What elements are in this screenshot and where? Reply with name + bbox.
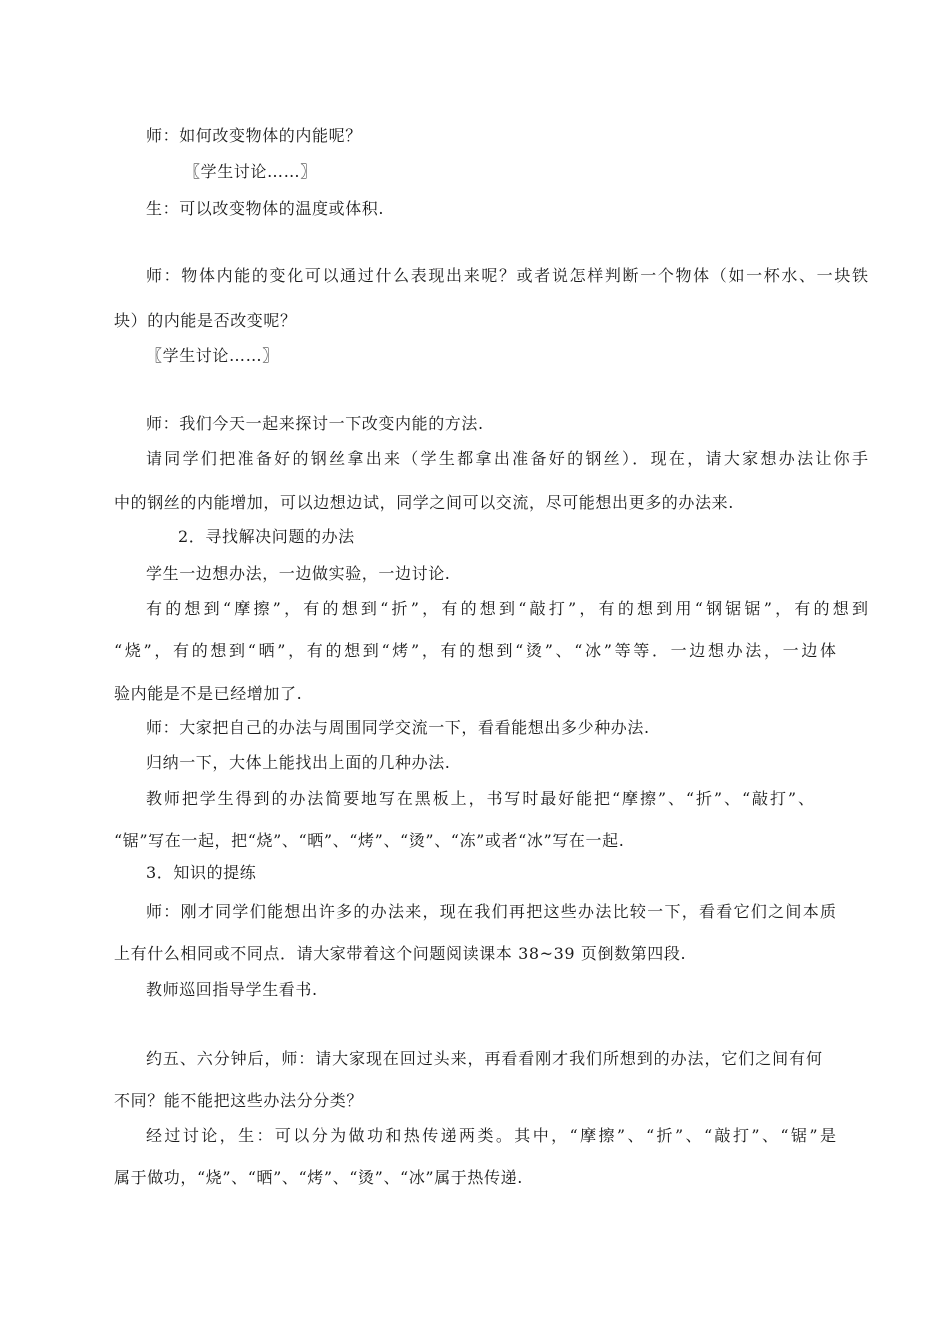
- text-line: 学生一边想办法，一边做实验，一边讨论.: [146, 564, 451, 583]
- text-line: 师：如何改变物体的内能呢？: [146, 126, 362, 145]
- text-line: 约五、六分钟后，师：请大家现在回过头来，再看看刚才我们所想到的办法，它们之间有何: [146, 1049, 822, 1068]
- text-line: 经过讨论，生：可以分为做功和热传递两类。其中，“摩擦”、“折”、“敲打”、“锯”是: [146, 1126, 836, 1145]
- text-line: 师：物体内能的变化可以通过什么表现出来呢？或者说怎样判断一个物体（如一杯水、一块铁: [146, 266, 868, 285]
- text-line: 师：我们今天一起来探讨一下改变内能的方法.: [146, 414, 484, 433]
- text-line: 验内能是不是已经增加了.: [114, 684, 303, 703]
- text-line: “烧”，有的想到“晒”，有的想到“烤”，有的想到“烫”、“冰”等等．一边想办法，一边体: [114, 641, 836, 660]
- section-heading: 3．知识的提练: [146, 863, 257, 882]
- text-line: 中的钢丝的内能增加，可以边想边试，同学之间可以交流，尽可能想出更多的办法来.: [114, 493, 734, 512]
- text-line: 请同学们把准备好的钢丝拿出来（学生都拿出准备好的钢丝）．现在，请大家想办法让你手: [146, 449, 868, 468]
- text-line: 不同？能不能把这些办法分分类？: [114, 1091, 364, 1110]
- text-line: 〖学生讨论……〗: [146, 346, 279, 365]
- text-line: 生：可以改变物体的温度或体积.: [146, 199, 385, 218]
- text-line: 有的想到“摩擦”，有的想到“折”，有的想到“敲打”，有的想到用“钢锯锯”，有的想到: [146, 599, 868, 618]
- text-line: 教师把学生得到的办法简要地写在黑板上，书写时最好能把“摩擦”、“折”、“敲打”、: [146, 789, 814, 808]
- text-line: 〖学生讨论……〗: [184, 162, 317, 181]
- text-line: 教师巡回指导学生看书.: [146, 980, 318, 999]
- text-line: 师：刚才同学们能想出许多的办法来，现在我们再把这些办法比较一下，看看它们之间本质: [146, 902, 836, 921]
- text-line: 归纳一下，大体上能找出上面的几种办法.: [146, 753, 451, 772]
- text-line: 上有什么相同或不同点．请大家带着这个问题阅读课本 38~39 页倒数第四段.: [114, 944, 687, 963]
- section-heading: 2．寻找解决问题的办法: [178, 527, 355, 546]
- text-line: 块）的内能是否改变呢？: [114, 311, 297, 330]
- text-line: 师：大家把自己的办法与周围同学交流一下，看看能想出多少种办法.: [146, 718, 650, 737]
- text-line: 属于做功，“烧”、“晒”、“烤”、“烫”、“冰”属于热传递.: [114, 1168, 523, 1187]
- text-line: “锯”写在一起，把“烧”、“晒”、“烤”、“烫”、“冻”或者“冰”写在一起.: [114, 831, 625, 850]
